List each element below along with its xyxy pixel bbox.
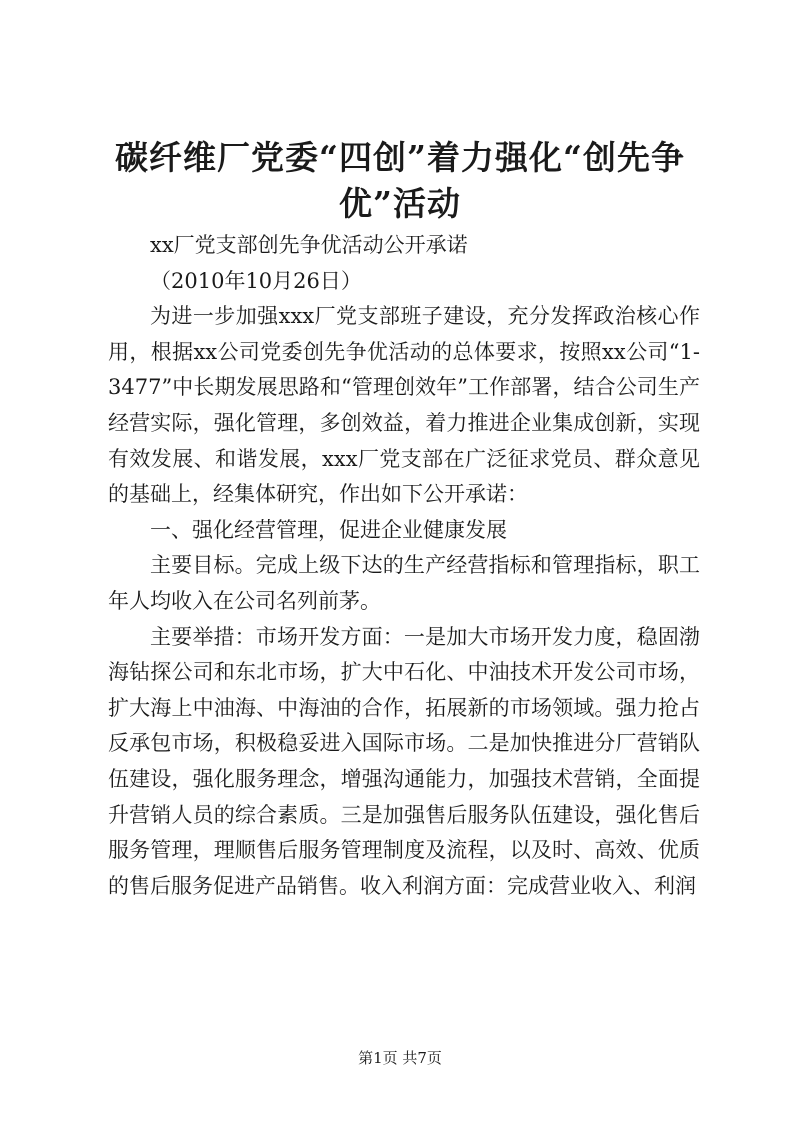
paragraph-intro: 为进一步加强xxx厂党支部班子建设，充分发挥政治核心作用，根据xx公司党委创先争优活动的总体要求，按照xx公司“1-3477”中长期发展思路和“管理创效年”工作部署，结合公司生产经营实际，强化管理，多创效益，着力推进企业集成创新，实现有效发展、和谐发展，xxx厂党支部在广泛征求党员、群众意见的基础上，经集体研究，作出如下公开承诺：	[108, 304, 700, 507]
page-footer: 第1页 共7页	[358, 1049, 442, 1067]
paragraph-main-measures: 主要举措：市场开发方面：一是加大市场开发力度，稳固渤海钻探公司和东北市场，扩大中石化、中油技术开发公司市场，扩大海上中油海、中海油的合作，拓展新的市场领域。强力抢占反承包市场，积极稳妥进入国际市场。二是加快推进分厂营销队伍建设，强化服务理念，增强沟通能力，加强技术营销，全面提升营销人员的综合素质。三是加强售后服务队伍建设，强化售后服务管理，理顺售后服务管理制度及流程，以及时、高效、优质的售后服务促进产品销售。收入利润方面：完成营业收入、利润	[108, 624, 700, 898]
document-title: 碳纤维厂党委“四创”着力强化“创先争优”活动	[115, 138, 685, 223]
paragraph-section-heading: 一、强化经营管理，促进企业健康发展	[150, 517, 507, 542]
paragraph-date: （2010年10月26日）	[150, 268, 362, 293]
paragraph-subtitle: xx厂党支部创先争优活动公开承诺	[150, 233, 468, 257]
paragraph-main-goal: 主要目标。完成上级下达的生产经营指标和管理指标，职工年人均收入在公司名列前茅。	[108, 553, 700, 613]
document-body	[108, 228, 700, 904]
